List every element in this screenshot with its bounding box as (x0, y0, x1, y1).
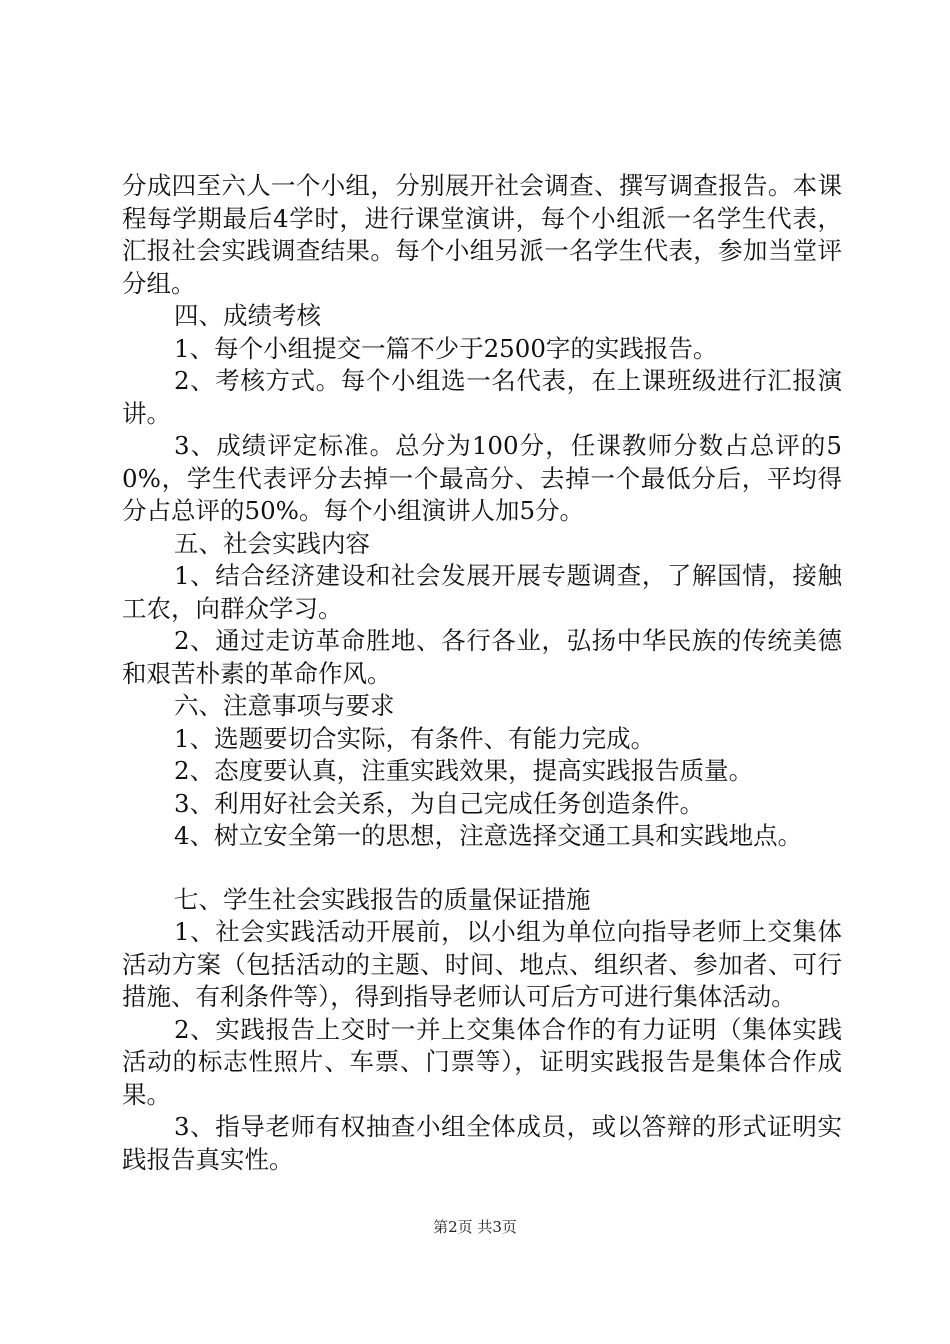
paragraph: 3、利用好社会关系，为自己完成任务创造条件。 (174, 788, 705, 818)
paragraph: 2、考核方式。每个小组选一名代表，在上课班级进行汇报演讲。 (122, 366, 842, 428)
paragraph: 1、选题要切合实际，有条件、有能力完成。 (174, 723, 656, 753)
page-number-footer: 第2页 共3页 (433, 1218, 517, 1236)
section-heading: 四、成绩考核 (174, 301, 321, 330)
paragraph: 1、社会实践活动开展前，以小组为单位向指导老师上交集体活动方案（包括活动的主题、时间、地点、组织者、参加者、可行措施、有利条件等），得到指导老师认可后方可进行集体活动。 (122, 917, 842, 1011)
paragraph: 3、成绩评定标准。总分为100分，任课教师分数占总评的50%，学生代表评分去掉一个最高分、去掉一个最低分后，平均得分占总评的50%。每个小组演讲人加5分。 (122, 431, 842, 525)
section-heading: 五、社会实践内容 (174, 528, 370, 558)
section-heading: 六、注意事项与要求 (174, 691, 395, 720)
paragraph: 2、通过走访革命胜地、各行各业，弘扬中华民族的传统美德和艰苦朴素的革命作风。 (122, 626, 842, 688)
document-body (122, 170, 842, 1176)
paragraph: 3、指导老师有权抽查小组全体成员，或以答辩的形式证明实践报告真实性。 (122, 1112, 842, 1174)
paragraph: 2、实践报告上交时一并上交集体合作的有力证明（集体实践活动的标志性照片、车票、门票等），证明实践报告是集体合作成果。 (122, 1014, 842, 1109)
paragraph: 2、态度要认真，注重实践效果，提高实践报告质量。 (174, 756, 754, 785)
section-heading: 七、学生社会实践报告的质量保证措施 (174, 884, 591, 914)
section-spacer (122, 853, 842, 884)
paragraph: 1、结合经济建设和社会发展开展专题调查，了解国情，接触工农，向群众学习。 (122, 561, 842, 623)
paragraph: 4、树立安全第一的思想，注意选择交通工具和实践地点。 (174, 821, 803, 850)
paragraph: 分成四至六人一个小组，分别展开社会调查、撰写调查报告。本课程每学期最后4学时，进行课堂演讲，每个小组派一名学生代表，汇报社会实践调查结果。每个小组另派一名学生代表，参加当堂评分组。 (122, 171, 842, 298)
paragraph: 1、每个小组提交一篇不少于2500字的实践报告。 (174, 333, 718, 363)
